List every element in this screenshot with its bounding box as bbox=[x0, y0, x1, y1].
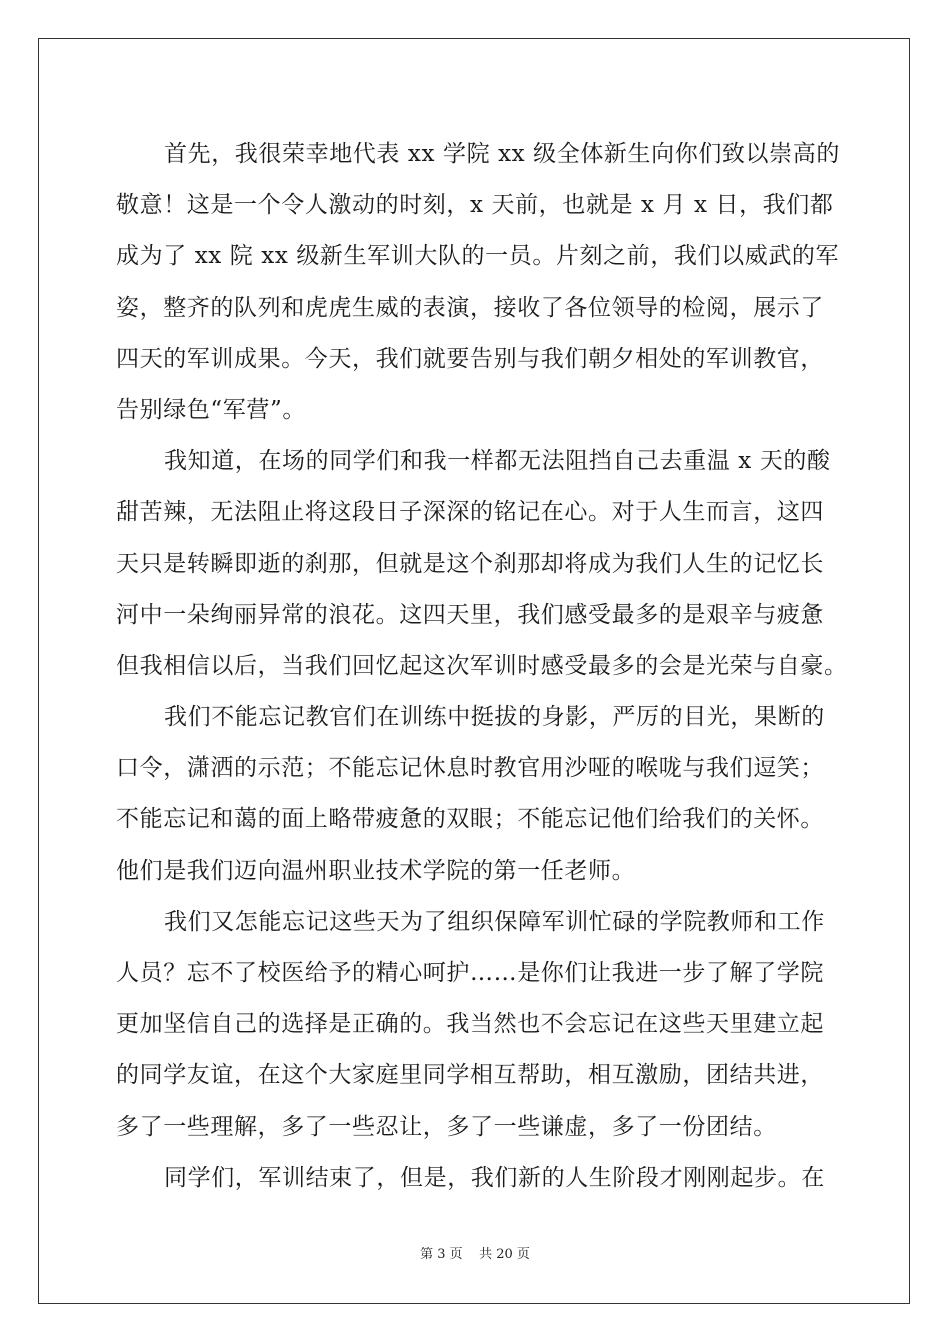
text-line: 同学们，军训结束了，但是，我们新的人生阶段才刚刚起步。在 bbox=[164, 1164, 825, 1191]
text-line: 四天的军训成果。今天，我们就要告别与我们朝夕相处的军训教官， bbox=[116, 345, 824, 372]
page-number-footer: 第 3 页 共 20 页 bbox=[420, 1247, 530, 1262]
text-line: 他们是我们迈向温州职业技术学院的第一任老师。 bbox=[116, 857, 636, 884]
text-line: 不能忘记和蔼的面上略带疲惫的双眼；不能忘记他们给我们的关怀。 bbox=[116, 806, 824, 833]
text-line: 我们又怎能忘记这些天为了组织保障军训忙碌的学院教师和工作 bbox=[164, 908, 825, 935]
text-line: 更加坚信自己的选择是正确的。我当然也不会忘记在这些天里建立起 bbox=[116, 1011, 824, 1038]
text-line: 甜苦辣，无法阻止将这段日子深深的铭记在心。对于人生而言，这四 bbox=[116, 499, 824, 526]
text-line: 我知道，在场的同学们和我一样都无法阻挡自己去重温 x 天的酸 bbox=[164, 448, 831, 475]
document-body bbox=[116, 129, 856, 1204]
text-line: 告别绿色“军营”。 bbox=[116, 396, 306, 423]
text-line: 成为了 xx 院 xx 级新生军训大队的一员。片刻之前，我们以威武的军 bbox=[116, 243, 840, 270]
text-line: 人员？忘不了校医给予的精心呵护……是你们让我进一步了解了学院 bbox=[116, 960, 824, 986]
text-line: 我们不能忘记教官们在训练中挺拔的身影，严厉的目光，果断的 bbox=[164, 704, 825, 731]
text-line: 的同学友谊，在这个大家庭里同学相互帮助，相互激励，团结共进， bbox=[116, 1062, 824, 1089]
text-line: 敬意！这是一个令人激动的时刻，x 天前，也就是 x 月 x 日，我们都 bbox=[116, 192, 834, 219]
text-line: 河中一朵绚丽异常的浪花。这四天里，我们感受最多的是艰辛与疲惫 bbox=[116, 601, 824, 628]
text-line: 姿，整齐的队列和虎虎生威的表演，接收了各位领导的检阅，展示了 bbox=[116, 294, 824, 321]
text-line: 但我相信以后，当我们回忆起这次军训时感受最多的会是光荣与自豪。 bbox=[116, 652, 848, 679]
text-line: 首先，我很荣幸地代表 xx 学院 xx 级全体新生向你们致以崇高的 bbox=[164, 141, 840, 167]
text-line: 天只是转瞬即逝的刹那，但就是这个刹那却将成为我们人生的记忆长 bbox=[116, 550, 824, 577]
text-line: 口令，潇洒的示范；不能忘记休息时教官用沙哑的喉咙与我们逗笑； bbox=[116, 755, 824, 782]
text-line: 多了一些理解，多了一些忍让，多了一些谦虚，多了一份团结。 bbox=[116, 1113, 777, 1140]
